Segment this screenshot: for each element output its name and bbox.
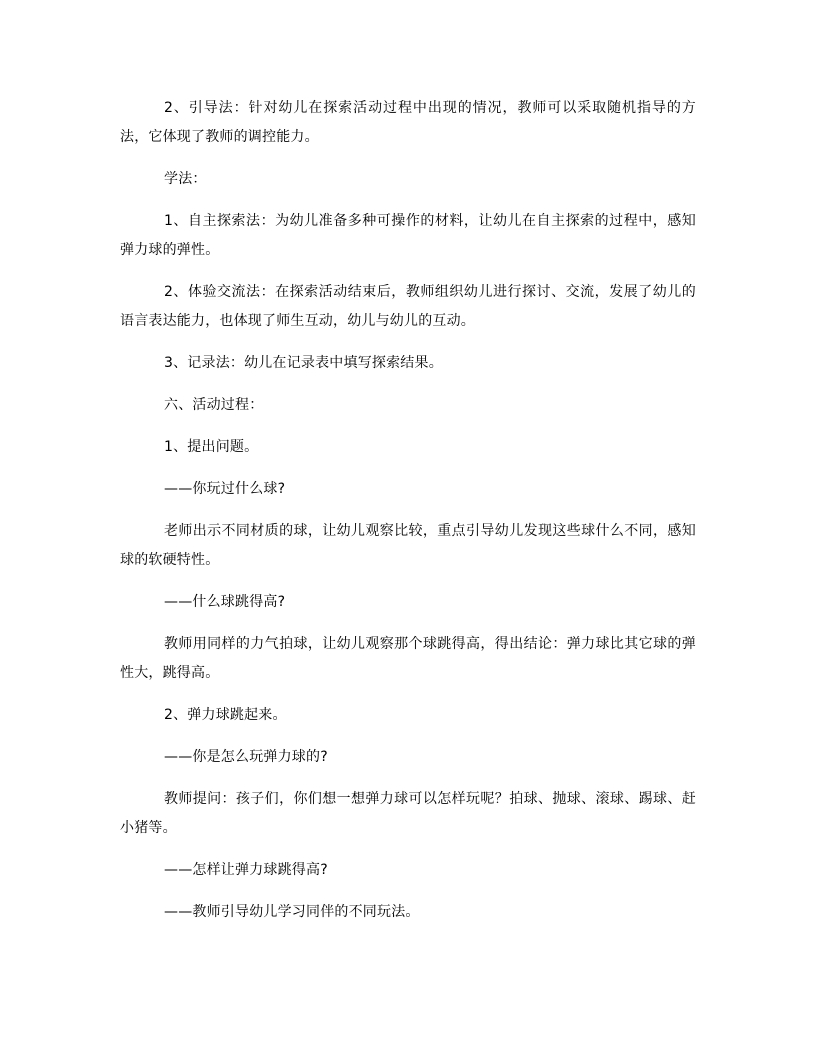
paragraph-step-bounce: 2、弹力球跳起来。 (164, 707, 287, 723)
paragraph-bounce-conclusion: 教师用同样的力气拍球，让幼儿观察那个球跳得高，得出结论：弹力球比其它球的弹性大，跳得高。 (120, 636, 696, 681)
paragraph-question-how-play: ——你是怎么玩弹力球的? (164, 749, 328, 765)
heading-learning-methods: 学法： (164, 171, 207, 187)
paragraph-compare-balls: 老师出示不同材质的球，让幼儿观察比较，重点引导幼儿发现这些球什么不同，感知球的软硬特性。 (120, 523, 696, 568)
paragraph-recording-method: 3、记录法：幼儿在记录表中填写探索结果。 (164, 355, 443, 371)
paragraph-guidance-method: 2、引导法：针对幼儿在探索活动过程中出现的情况，教师可以采取随机指导的方法，它体现了教师的调控能力。 (120, 100, 696, 145)
paragraph-self-exploration: 1、自主探索法：为幼儿准备多种可操作的材料，让幼儿在自主探索的过程中，感知弹力球的弹性。 (120, 213, 696, 258)
paragraph-question-higher: ——怎样让弹力球跳得高? (164, 862, 328, 878)
heading-activity-process: 六、活动过程： (164, 397, 264, 413)
paragraph-teacher-asks: 教师提问：孩子们，你们想一想弹力球可以怎样玩呢？拍球、抛球、滚球、踢球、赶小猪等。 (120, 791, 696, 836)
paragraph-peer-learning: ——教师引导幼儿学习同伴的不同玩法。 (164, 904, 420, 920)
document-page (120, 94, 696, 940)
paragraph-experience-exchange: 2、体验交流法：在探索活动结束后，教师组织幼儿进行探讨、交流，发展了幼儿的语言表达能力，也体现了师生互动，幼儿与幼儿的互动。 (120, 284, 696, 329)
paragraph-question-which-bounces: ——什么球跳得高? (164, 594, 286, 610)
paragraph-step-ask-questions: 1、提出问题。 (164, 439, 259, 455)
paragraph-question-balls-played: ——你玩过什么球? (164, 481, 286, 497)
